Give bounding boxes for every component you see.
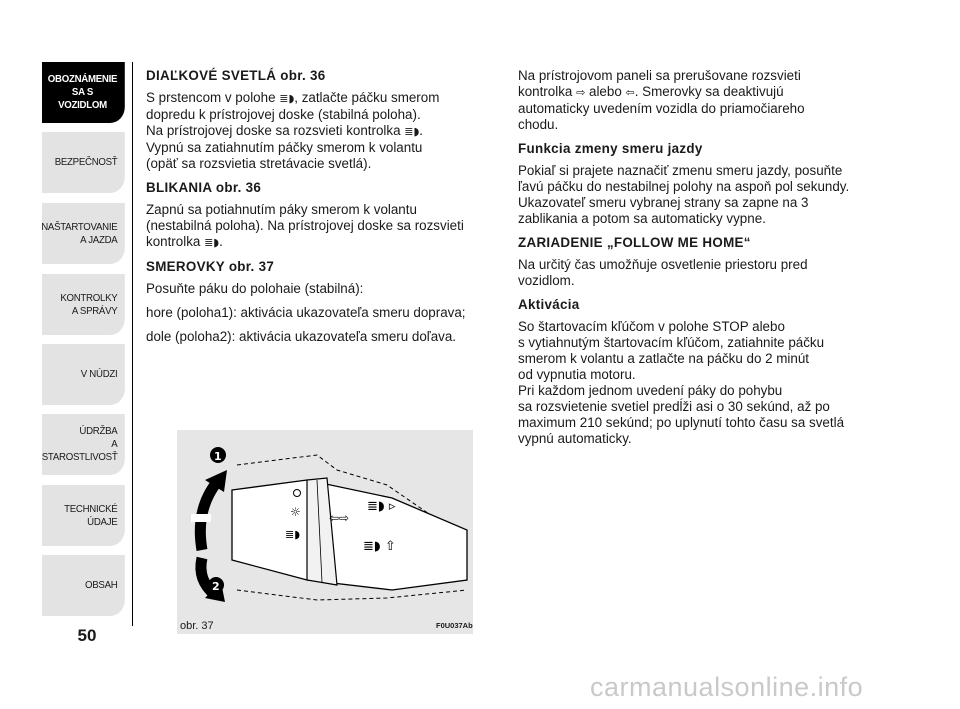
figure-code: F0U037Ab [436, 621, 473, 630]
tab-bezpecnost[interactable] [42, 132, 125, 193]
text: . Vypnú sa zatiahnutím páčky smerom k volantu (opäť sa rozsvietia stretávacie svetlá). [146, 123, 423, 171]
figure-caption: obr. 37 [180, 620, 214, 632]
tab-label: V NÚDZI [80, 368, 118, 380]
tab-label: KONTROLKY A SPRÁVY [60, 291, 118, 317]
text: . [219, 234, 223, 249]
tab-label: NAŠTARTOVANIE A JAZDA [41, 220, 118, 246]
paragraph-lane-change: Pokiaľ si prajete naznačiť zmenu smeru jazdy, posuňte ľavú páčku do nestabilnej polohy na aspoň pol sekundy. Ukazovateľ smeru vybranej strany sa zapne na 3 zablikania a potom sa automaticky vypne. [518, 163, 850, 226]
marker-label: 1 [214, 450, 222, 463]
tab-v-nudzi[interactable] [42, 344, 125, 405]
tab-label: ÚDRŽBA A STAROSTLIVOSŤ [41, 425, 118, 463]
page-number: 50 [77, 626, 97, 645]
tab-technicke-udaje[interactable] [42, 485, 125, 546]
heading-flashing: BLIKANIA obr. 36 [146, 180, 262, 195]
svg-text:≣◗ ▹: ≣◗ ▹ [367, 499, 396, 514]
watermark: carmanualsonline.info [590, 672, 864, 702]
right-column [518, 68, 878, 455]
high-beam-icon: ≣◗ [204, 236, 220, 249]
tab-label: OBSAH [84, 579, 118, 591]
svg-text:≣◗: ≣◗ [285, 528, 301, 541]
high-beam-icon: ≣◗ [404, 125, 420, 138]
stalk-illustration [177, 430, 473, 634]
paragraph-follow-me-home: Na určitý čas umožňuje osvetlenie priestoru pred vozidlom. [518, 257, 808, 288]
tab-label: TECHNICKÉ ÚDAJE [64, 502, 118, 528]
svg-text:⇦⇨: ⇦⇨ [329, 511, 350, 525]
heading-high-beam: DIAĽKOVÉ SVETLÁ obr. 36 [146, 68, 326, 83]
paragraph-high-beam [146, 90, 496, 172]
paragraph-flashing [146, 202, 496, 251]
heading-activation: Aktivácia [518, 297, 580, 312]
text: alebo [585, 84, 626, 99]
tab-udrzba[interactable] [42, 414, 125, 475]
tab-obsah[interactable] [42, 555, 125, 616]
divider-line [132, 62, 133, 626]
tab-label: BEZPEČNOSŤ [54, 156, 118, 168]
paragraph-activation: So štartovacím kľúčom v polohe STOP alebo s vytiahnutým štartovacím kľúčom, zatiahnite páčku smerom k volantu a zatlačte na páčku do 2 minút od vypnutia motoru. Pri každom jednom uvedení páky do pohybu sa rozsvietenie svetiel predĺži asi o 30 sekúnd, až po maximum 210 sekúnd; po uplynutí tohto času sa svetlá vypnú automaticky. [518, 319, 845, 446]
figure-stalk [177, 430, 473, 634]
heading-lane-change: Funkcia zmeny smeru jazdy [518, 141, 703, 156]
text: , zatlačte páčku smerom dopredu k prístrojovej doske (stabilná poloha). Na prístrojovej doske sa rozsvieti kontrolka [146, 90, 440, 138]
text: . Smerovky sa deaktivujú automaticky uvedením vozidla do priamočiareho chodu. [518, 84, 805, 132]
marker-label: 2 [212, 580, 220, 593]
tab-nastartovanie[interactable] [42, 203, 125, 264]
arrow-right-icon: ⇨ [576, 86, 586, 99]
text: Na prístrojovom paneli sa prerušovane rozsvieti kontrolka [518, 68, 801, 99]
paragraph-turn-signals: Posuňte páku do polohaie (stabilná): [146, 281, 364, 296]
left-column [146, 68, 496, 353]
arrow-left-icon: ⇦ [625, 86, 635, 99]
tab-kontrolky[interactable] [42, 274, 125, 335]
heading-turn-signals: SMEROVKY obr. 37 [146, 259, 275, 274]
text: S prstencom v polohe [146, 90, 280, 105]
text: Zapnú sa potiahnutím páky smerom k volantu (nestabilná poloha). Na prístrojovej doske sa rozsvieti kontrolka [146, 202, 464, 249]
svg-text:≣◗ ⇧: ≣◗ ⇧ [363, 539, 396, 554]
svg-text:☼: ☼ [290, 505, 301, 519]
paragraph-indicator [518, 68, 878, 133]
high-beam-icon: ≣◗ [279, 92, 295, 105]
tab-oboznamenie[interactable] [42, 62, 125, 123]
tab-label: OBOZNÁMENIE SA S VOZIDLOM [47, 73, 118, 111]
paragraph-down-position: dole (poloha2): aktivácia ukazovateľa smeru doľava. [146, 329, 457, 344]
heading-follow-me-home: ZARIADENIE „FOLLOW ME HOME“ [518, 235, 751, 250]
paragraph-up-position: hore (poloha1): aktivácia ukazovateľa smeru doprava; [146, 305, 466, 320]
